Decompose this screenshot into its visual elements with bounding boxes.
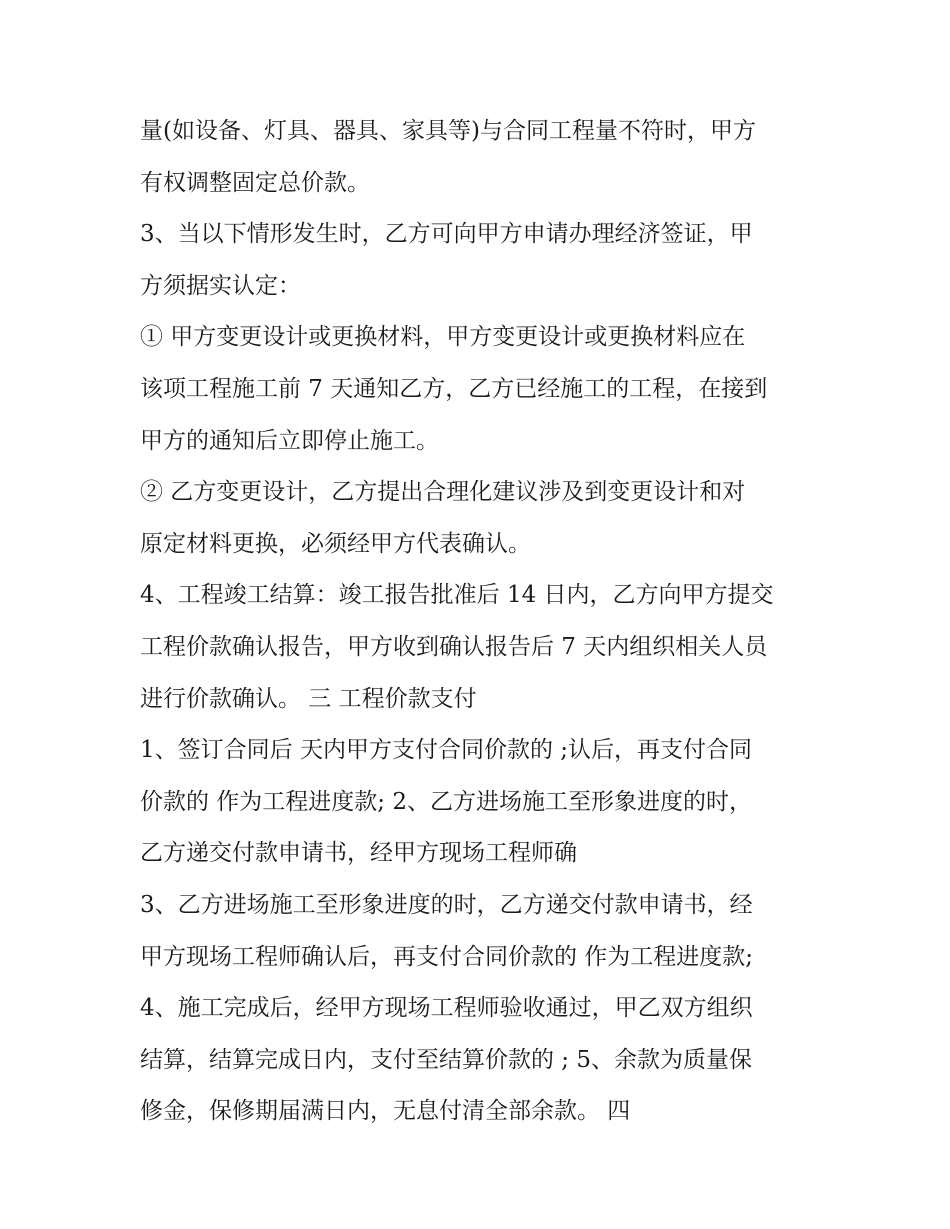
text-line: 甲方的通知后立即停止施工。	[140, 427, 439, 454]
text-line: 该项工程施工前 7 天通知乙方，乙方已经施工的工程，在接到	[140, 375, 768, 402]
text-line: 进行价款确认。 三 工程价款支付	[140, 685, 477, 712]
text-line: 3、乙方进场施工至形象进度的时，乙方递交付款申请书，经	[140, 891, 753, 918]
text-line: 3、当以下情形发生时，乙方可向甲方申请办理经济签证，甲	[140, 221, 753, 248]
text-line: 甲方现场工程师确认后，再支付合同价款的 作为工程进度款;	[140, 943, 754, 970]
text-line: ② 乙方变更设计，乙方提出合理化建议涉及到变更设计和对	[140, 479, 746, 506]
text-line: 结算，结算完成日内，支付至结算价款的 ; 5、余款为质量保	[140, 1046, 753, 1073]
text-line: 修金，保修期届满日内，无息付清全部余款。 四	[140, 1098, 631, 1125]
text-line: 方须据实认定：	[140, 272, 301, 299]
text-line: 1、签订合同后 天内甲方支付合同价款的 ;认后，再支付合同	[140, 737, 753, 764]
text-line: 原定材料更换，必须经甲方代表确认。	[140, 530, 531, 557]
text-line: 4、工程竣工结算：竣工报告批准后 14 日内，乙方向甲方提交	[140, 582, 774, 609]
text-line: 有权调整固定总价款。	[140, 169, 370, 196]
text-line: 4、施工完成后，经甲方现场工程师验收通过，甲乙双方组织	[140, 995, 753, 1022]
document-body	[140, 106, 820, 1138]
text-line: 工程价款确认报告，甲方收到确认报告后 7 天内组织相关人员	[140, 633, 768, 660]
text-line: 量(如设备、灯具、器具、家具等)与合同工程量不符时，甲方	[140, 118, 756, 144]
text-line: 乙方递交付款申请书，经甲方现场工程师确	[140, 840, 577, 867]
text-line: 价款的 作为工程进度款; 2、乙方进场施工至形象进度的时，	[140, 788, 753, 815]
text-line: ① 甲方变更设计或更换材料，甲方变更设计或更换材料应在	[140, 324, 746, 351]
